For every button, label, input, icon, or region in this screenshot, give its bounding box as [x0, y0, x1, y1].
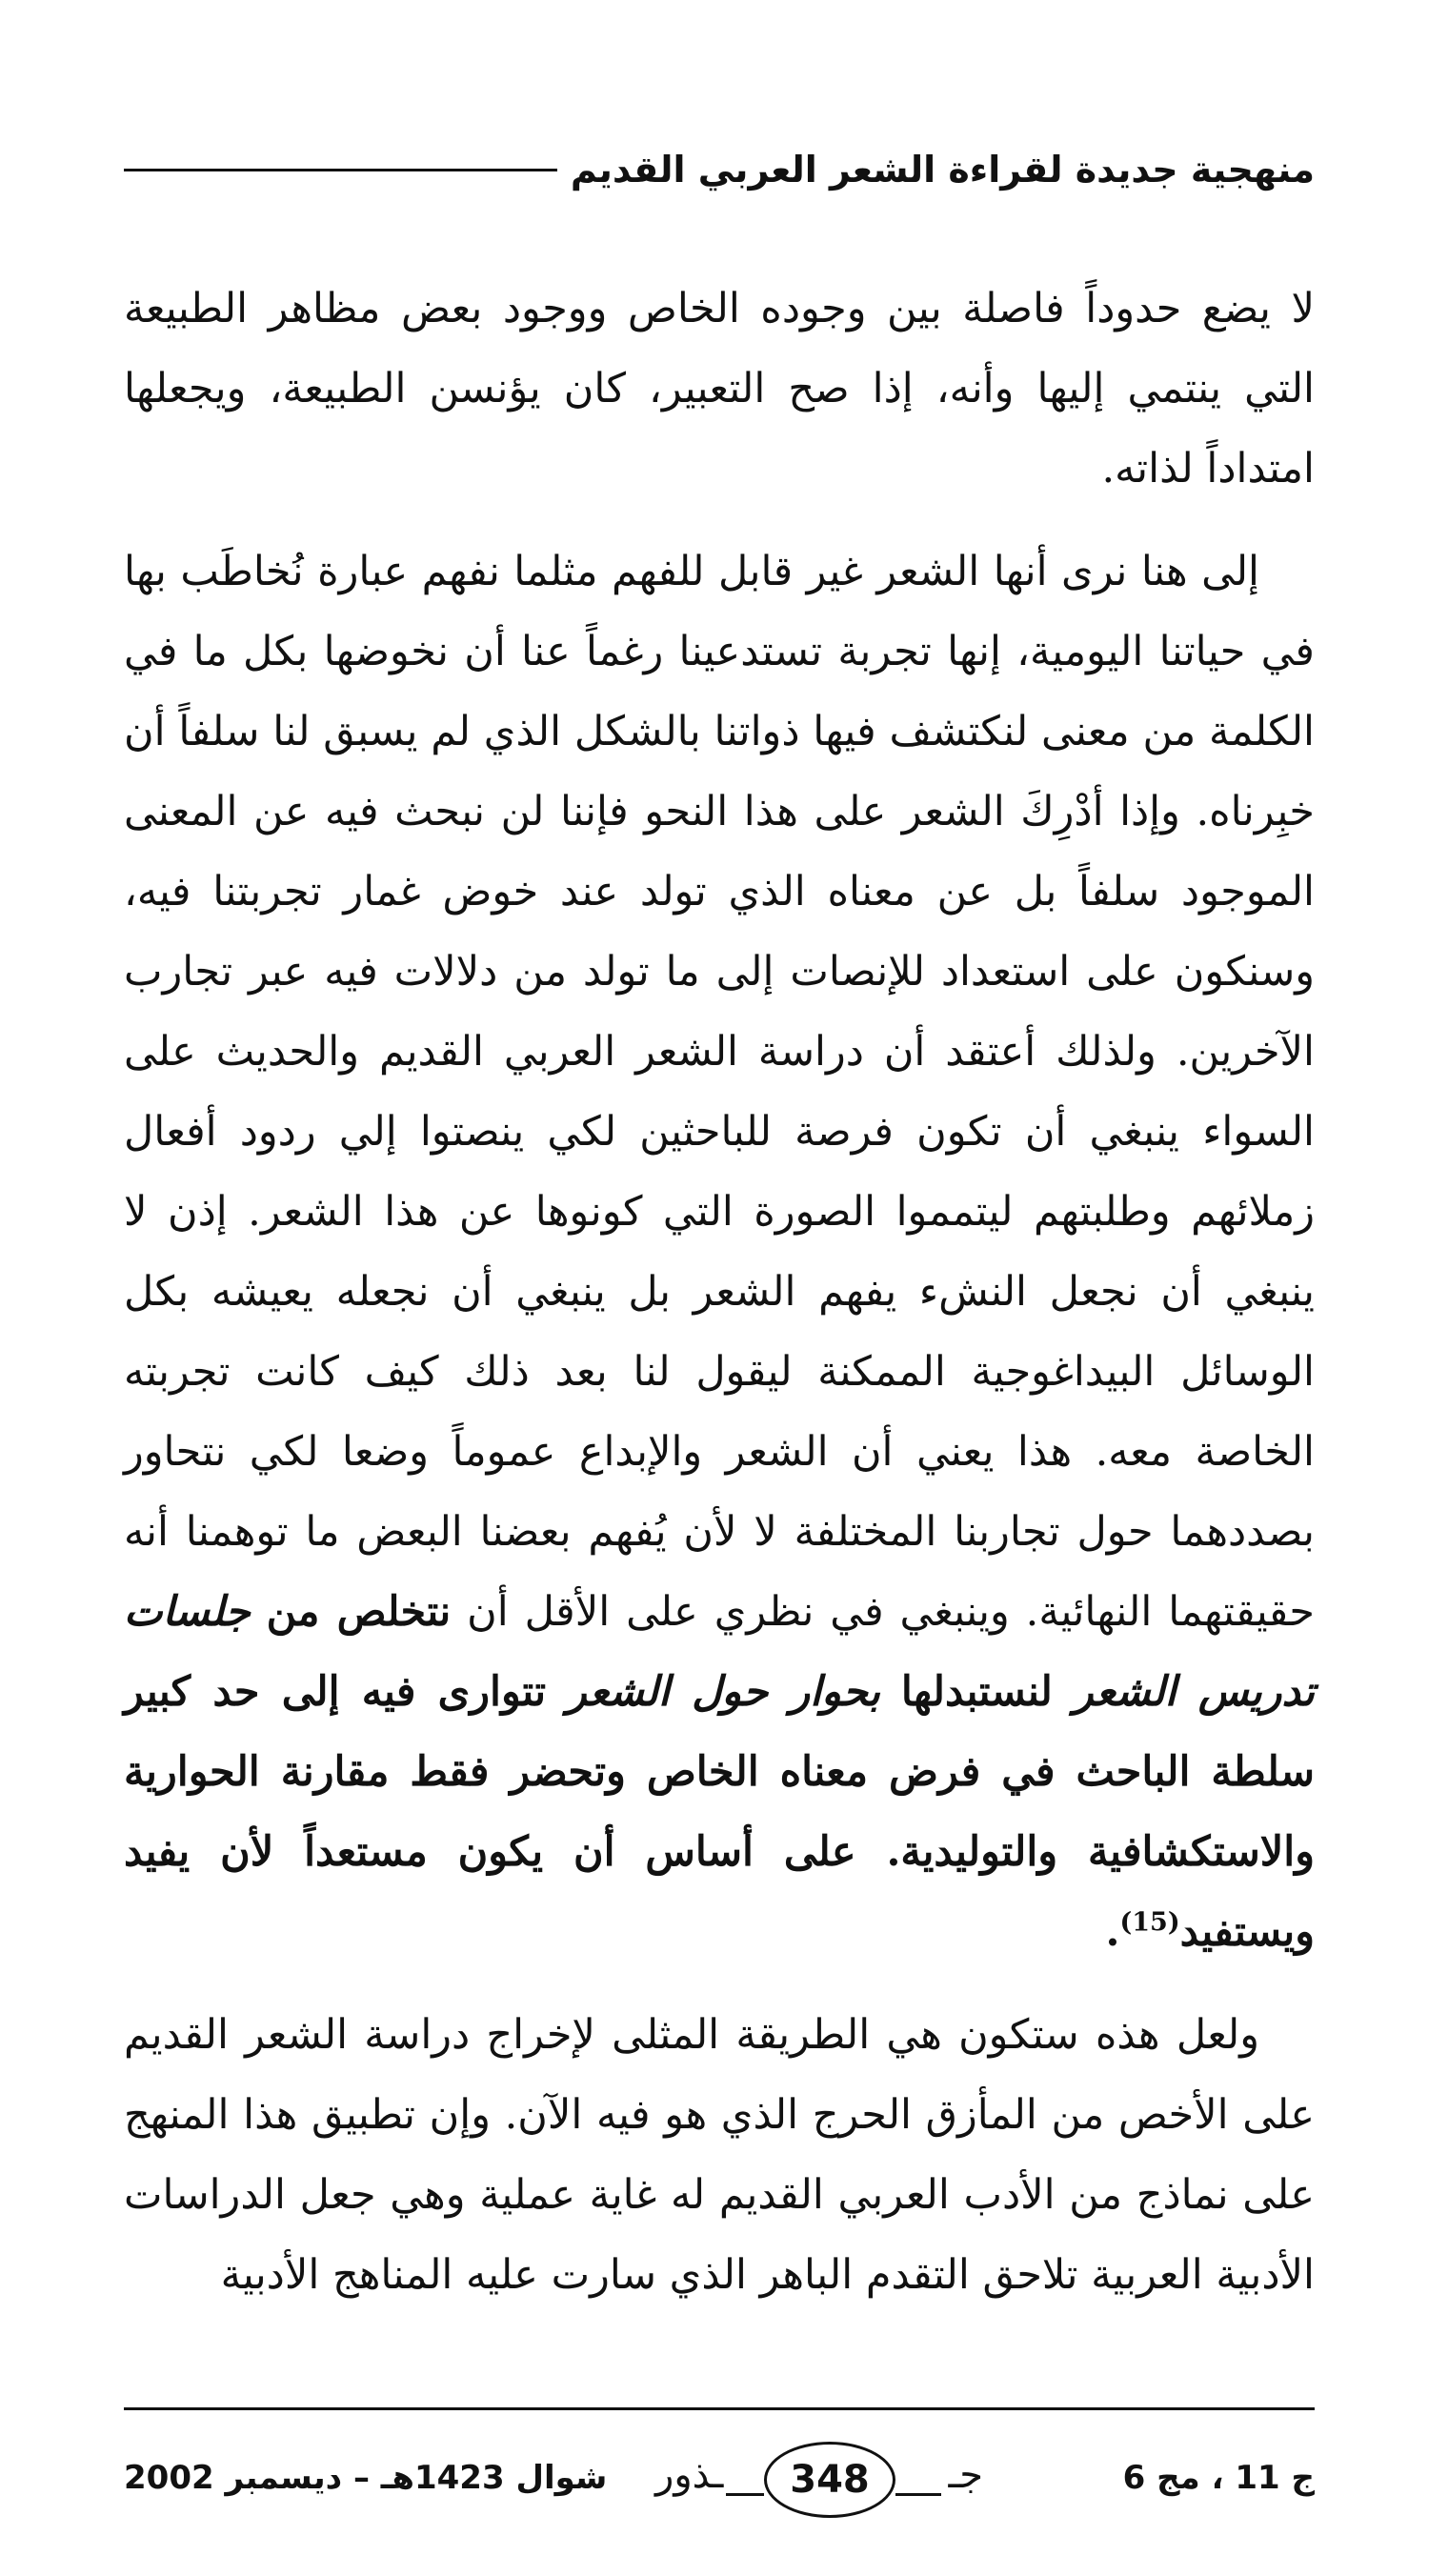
paragraph-2-bold-3: تتوارى فيه إلى حد كبير سلطة الباحث في فرض معناه الخاص وتحضر فقط مقارنة الحوارية والاستكشافية والتوليدية. على أساس أن يكون مستعداً لأن يفيد ويستفيد: [124, 1668, 1315, 1956]
running-header: [124, 141, 1315, 198]
volume-info: ج 11 ، مج 6: [1122, 2459, 1315, 2497]
journal-name-left: ـذور: [655, 2453, 724, 2497]
footnote-reference: (15): [1119, 1907, 1180, 1938]
page-number: 348: [764, 2442, 895, 2518]
paragraph-2-bold-2: لنستبدلها: [900, 1668, 1053, 1716]
journal-name-right: جـ: [948, 2453, 983, 2497]
journal-mark: [648, 2438, 991, 2518]
header-rule: [124, 169, 557, 171]
paragraph-3: ولعل هذه ستكون هي الطريقة المثلى لإخراج دراسة الشعر القديم على الأخص من المأزق الحرج الذي هو فيه الآن. وإن تطبيق هذا المنهج على نماذج من الأدب العربي القديم له غاية عملية وهي جعل الدراسات الأدبية العربية تلاحق التقدم الباهر الذي سارت عليه المناهج الأدبية: [124, 2011, 1315, 2299]
paragraph-2-regular: إلى هنا نرى أنها الشعر غير قابل للفهم مثلما نفهم عبارة نُخاطَب بها في حياتنا اليومية، إنها تجربة تستدعينا رغماً عنا أن نخوضها بكل ما في الكلمة من معنى لنكتشف فيها ذواتنا بالشكل الذي لم يسبق لنا سلفاً أن خبِرناه. وإذا أدْرِكَ الشعر على هذا النحو فإننا لن نبحث فيه عن المعنى الموجود سلفاً بل عن معناه الذي تولد عند خوض غمار تجربتنا فيه، وسنكون على استعداد للإنصات إلى ما تولد من دلالات فيه عبر تجارب الآخرين. ولذلك أعتقد أن دراسة الشعر العربي القديم والحديث على السواء ينبغي أن تكون فرصة للباحثين لكي ينصتوا إلي ردود أفعال زملائهم وطلبتهم ليتمموا الصورة التي كونوها عن هذا الشعر. إذن لا ينبغي أن نجعل النشء يفهم الشعر بل ينبغي أن نجعله يعيشه بكل الوسائل البيداغوجية الممكنة ليقول لنا بعد ذلك كيف كانت تجربته الخاصة معه. هذا يعني أن الشعر والإبداع عموماً وضعا لكي نتحاور بصددهما حول تجاربنا المختلفة لا لأن يُفهم بعضنا البعض ما توهمنا أنه حقيقتهما النهائية. وينبغي في نظري على الأقل أن: [124, 548, 1316, 1636]
paragraph-2: [124, 532, 1315, 1972]
running-title: منهجية جديدة لقراءة الشعر العربي القديم: [570, 149, 1315, 191]
footer-rule: [124, 2407, 1315, 2410]
page-footer: [124, 2425, 1315, 2529]
issue-date: شوال 1423هـ – ديسمبر 2002: [124, 2459, 608, 2497]
journal-kashida-right: [895, 2493, 941, 2496]
paragraph-2-end: .: [1105, 1908, 1120, 1956]
paragraph-2-bolditalic-1: جلسات تدريس الشعر: [124, 1588, 1315, 1716]
paragraph-1: لا يضع حدوداً فاصلة بين وجوده الخاص ووجود بعض مظاهر الطبيعة التي ينتمي إليها وأنه، إذا صح التعبير، كان يؤنسن الطبيعة، ويجعلها امتداداً لذاته.: [124, 285, 1315, 493]
body-text: [124, 269, 1315, 2315]
journal-kashida-left: [726, 2493, 764, 2496]
paragraph-2-bolditalic-2: بحوار حول الشعر: [567, 1668, 881, 1716]
paragraph-2-bold-1: نتخلص من: [266, 1588, 452, 1636]
